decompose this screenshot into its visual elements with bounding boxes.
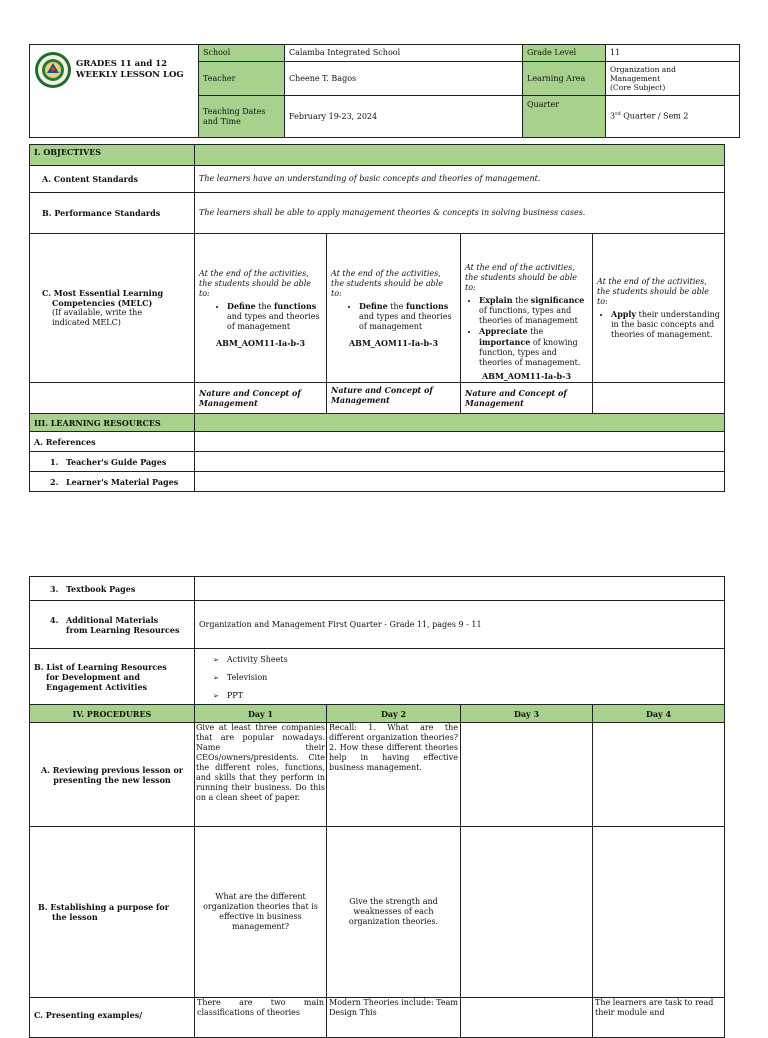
melc-day1: At the end of the activities, the students should be able to: • Define the functions and types and theories of management ABM_AOM11-Ia-b-3 <box>195 234 327 383</box>
teacher-label: Teacher <box>199 62 285 96</box>
references-value <box>195 432 725 452</box>
presenting-day2: Modern Theories include: Team Design This <box>327 998 461 1038</box>
reviewing-day2: Recall: 1. What are the different organization theories?2. How these different theories help in having effective business management. <box>327 723 461 827</box>
establishing-day1: What are the different organization theories that is effective in business management? <box>195 827 327 998</box>
presenting-examples-label: C. Presenting examples/ <box>30 998 195 1038</box>
resource-item: ➢ PPT <box>213 691 720 701</box>
learning-resources-heading: III. LEARNING RESOURCES <box>30 414 195 432</box>
topic-day4 <box>593 383 725 414</box>
melc-day2: At the end of the activities, the students should be able to: • Define the functions and types and theories of management ABM_AOM11-Ia-b-3 <box>327 234 461 383</box>
presenting-day1: There are two main classifications of theories <box>195 998 327 1038</box>
objectives-block <box>29 144 725 492</box>
melc-day4: At the end of the activities, the students should be able to: • Apply their understanding in the basic concepts and theories of management. <box>593 234 725 383</box>
day2-header: Day 2 <box>327 705 461 723</box>
grade-level-label: Grade Level <box>523 45 606 62</box>
quarter-value: 3rd Quarter / Sem 2 <box>606 96 740 138</box>
teacher-value: Cheene T. Bagos <box>285 62 523 96</box>
learners-material-value <box>195 472 725 492</box>
melc-day3-item2: • Appreciate the importance of knowing function, types and theories of management. <box>479 326 588 368</box>
melc-day3: At the end of the activities, the students should be able to: • Explain the significance of functions, types and theories of management • Appreciate the importance of knowing function, types and theories of management. ABM_AOM11-Ia-b-3 <box>461 234 593 383</box>
topic-label-empty <box>30 383 195 414</box>
melc-day2-item: • Define the functions and types and theories of management <box>359 301 456 332</box>
learning-resources-heading-fill <box>195 414 725 432</box>
procedures-block <box>29 576 725 1038</box>
reviewing-lesson-label: A. Reviewing previous lesson or presenting the new lesson <box>30 723 195 827</box>
reviewing-day4 <box>593 723 725 827</box>
teaching-dates-label: Teaching Dates and Time <box>199 96 285 138</box>
log-title-line1: GRADES 11 and 12 <box>76 58 168 69</box>
melc-day1-item: • Define the functions and types and theories of management <box>227 301 322 332</box>
performance-standards-value: The learners shall be able to apply management theories & concepts in solving business cases. <box>195 193 725 234</box>
day4-header: Day 4 <box>593 705 725 723</box>
objectives-table <box>29 144 725 492</box>
presenting-day3 <box>461 998 593 1038</box>
references-label: A. References <box>30 432 195 452</box>
school-label: School <box>199 45 285 62</box>
teachers-guide-label: 1. Teacher's Guide Pages <box>30 452 195 472</box>
melc-day3-item1: • Explain the significance of functions, types and theories of management <box>479 295 588 326</box>
header-table <box>29 44 740 138</box>
melc-code-day1: ABM_AOM11-Ia-b-3 <box>215 337 306 348</box>
melc-code-day2: ABM_AOM11-Ia-b-3 <box>348 337 439 348</box>
content-standards-value: The learners have an understanding of basic concepts and theories of management. <box>195 166 725 193</box>
topic-day1: Nature and Concept of Management <box>195 383 327 414</box>
establishing-day4 <box>593 827 725 998</box>
reviewing-day1: Give at least three companies that are popular nowadays. Name their CEOs/owners/presidents. Cite the different roles, functions, and skills that they perform in running their business. Do this on a clean sheet of paper. <box>195 723 327 827</box>
school-logo-cell <box>30 45 199 138</box>
day1-header: Day 1 <box>195 705 327 723</box>
objectives-heading: I. OBJECTIVES <box>30 145 195 166</box>
list-of-resources-label: B. List of Learning Resources for Development and Engagement Activities <box>30 649 195 705</box>
learning-area-value: Organization and Management (Core Subject) <box>606 62 740 96</box>
additional-materials-label: 4. Additional Materials from Learning Resources <box>30 601 195 649</box>
textbook-pages-value <box>195 577 725 601</box>
learners-material-label: 2. Learner's Material Pages <box>30 472 195 492</box>
deped-seal-icon <box>34 51 72 89</box>
header-block <box>29 44 740 138</box>
melc-code-day3: ABM_AOM11-Ia-b-3 <box>481 371 572 381</box>
additional-materials-value: Organization and Management First Quarter - Grade 11, pages 9 - 11 <box>195 601 725 649</box>
content-standards-label: A. Content Standards <box>30 166 195 193</box>
establishing-day2: Give the strength and weaknesses of each organization theories. <box>327 827 461 998</box>
quarter-label: Quarter <box>523 96 606 138</box>
school-value: Calamba Integrated School <box>285 45 523 62</box>
list-of-resources-value <box>195 649 725 705</box>
topic-day2: Nature and Concept of Management <box>327 383 461 414</box>
objectives-heading-fill <box>195 145 725 166</box>
resource-item: ➢ Activity Sheets <box>213 655 720 665</box>
day3-header: Day 3 <box>461 705 593 723</box>
reviewing-day3 <box>461 723 593 827</box>
resource-item: ➢ Television <box>213 673 720 683</box>
presenting-day4: The learners are task to read their module and <box>593 998 725 1038</box>
establishing-purpose-label: B. Establishing a purpose for the lesson <box>30 827 195 998</box>
teachers-guide-value <box>195 452 725 472</box>
establishing-day3 <box>461 827 593 998</box>
performance-standards-label: B. Performance Standards <box>30 193 195 234</box>
log-title-line2: WEEKLY LESSON LOG <box>76 70 184 80</box>
learning-area-label: Learning Area <box>523 62 606 96</box>
melc-label: C. Most Essential Learning Competencies (MELC) (If available, write the indicated MELC) <box>30 234 195 383</box>
procedures-heading: IV. PROCEDURES <box>30 705 195 723</box>
topic-day3: Nature and Concept of Management <box>461 383 593 414</box>
procedures-table <box>29 576 725 1038</box>
melc-day4-item: • Apply their understanding in the basic concepts and theories of management. <box>611 309 720 340</box>
grade-level-value: 11 <box>606 45 740 62</box>
teaching-dates-value: February 19-23, 2024 <box>285 96 523 138</box>
textbook-pages-label: 3. Textbook Pages <box>30 577 195 601</box>
